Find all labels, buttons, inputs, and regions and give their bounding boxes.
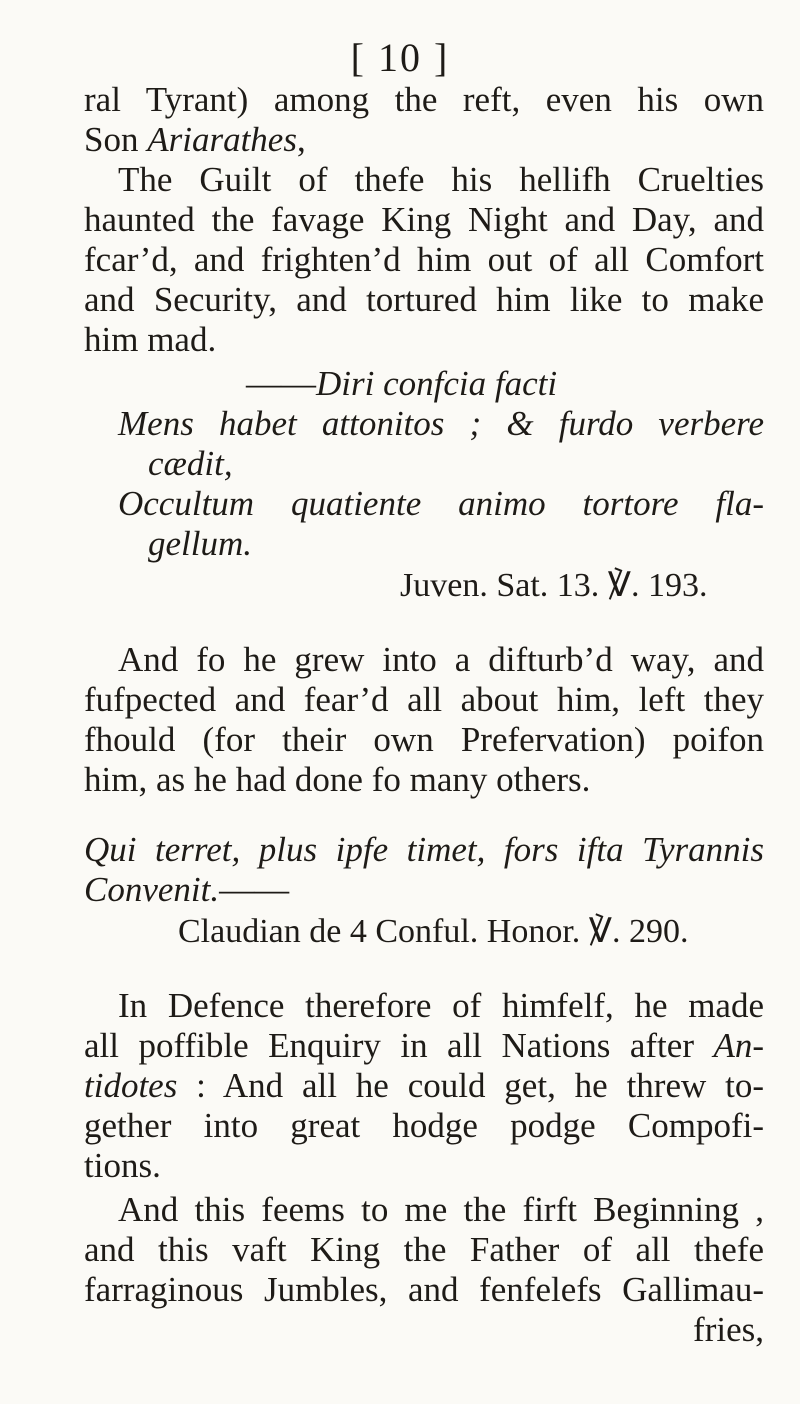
name-ariarathes: Ariarathes: [147, 120, 297, 159]
latin-quote-line: Occultum quatiente animo tortore fla-: [118, 484, 764, 523]
text-line: and Security, and tortured him like to make: [84, 280, 764, 319]
text-line: And fo he grew into a difturb’d way, and: [118, 640, 764, 679]
text-line: fufpected and fear’d all about him, left they: [84, 680, 764, 719]
text-line: tions.: [84, 1146, 161, 1185]
page-number: [ 10 ]: [350, 35, 450, 80]
text-line: gether into great hodge podge Compofi-: [84, 1106, 764, 1145]
text-line: And this feems to me the firft Beginning ,: [118, 1190, 764, 1229]
text-line: all poffible Enquiry in all Nations after An-: [84, 1026, 764, 1065]
text-line: Son Ariarathes,: [84, 120, 306, 159]
text-line: fcar’d, and frighten’d him out of all Comfort: [84, 240, 764, 279]
text-line: The Guilt of thefe his hellifh Cruelties: [118, 160, 764, 199]
text-line: In Defence therefore of himfelf, he made: [118, 986, 764, 1025]
latin-quote-line: Qui terret, plus ipfe timet, fors ifta Tyrannis: [84, 830, 764, 869]
citation-juvenal: Juven. Sat. 13. ℣. 193.: [400, 567, 708, 604]
latin-quote-line: gellum.: [148, 524, 253, 563]
latin-quote-line: Mens habet attonitos ; & furdo verbere: [118, 404, 764, 443]
catchword: fries,: [693, 1310, 764, 1349]
text-line: fhould (for their own Prefervation) poifon: [84, 720, 764, 759]
latin-quote-line: ——Diri confcia facti: [246, 364, 558, 403]
text-line: tidotes : And all he could get, he threw to-: [84, 1066, 764, 1105]
latin-quote-line: Convenit.——: [84, 870, 290, 909]
text-line: him, as he had done fo many others.: [84, 760, 591, 799]
citation-claudian: Claudian de 4 Conful. Honor. ℣. 290.: [178, 913, 689, 950]
text-line: farraginous Jumbles, and fenfelefs Gallimau-: [84, 1270, 764, 1309]
text-line: haunted the favage King Night and Day, and: [84, 200, 764, 239]
text-line: and this vaft King the Father of all thefe: [84, 1230, 764, 1269]
text-line: ral Tyrant) among the reft, even his own: [84, 80, 764, 119]
text-line: him mad.: [84, 320, 217, 359]
latin-quote-line: cædit,: [148, 444, 233, 483]
